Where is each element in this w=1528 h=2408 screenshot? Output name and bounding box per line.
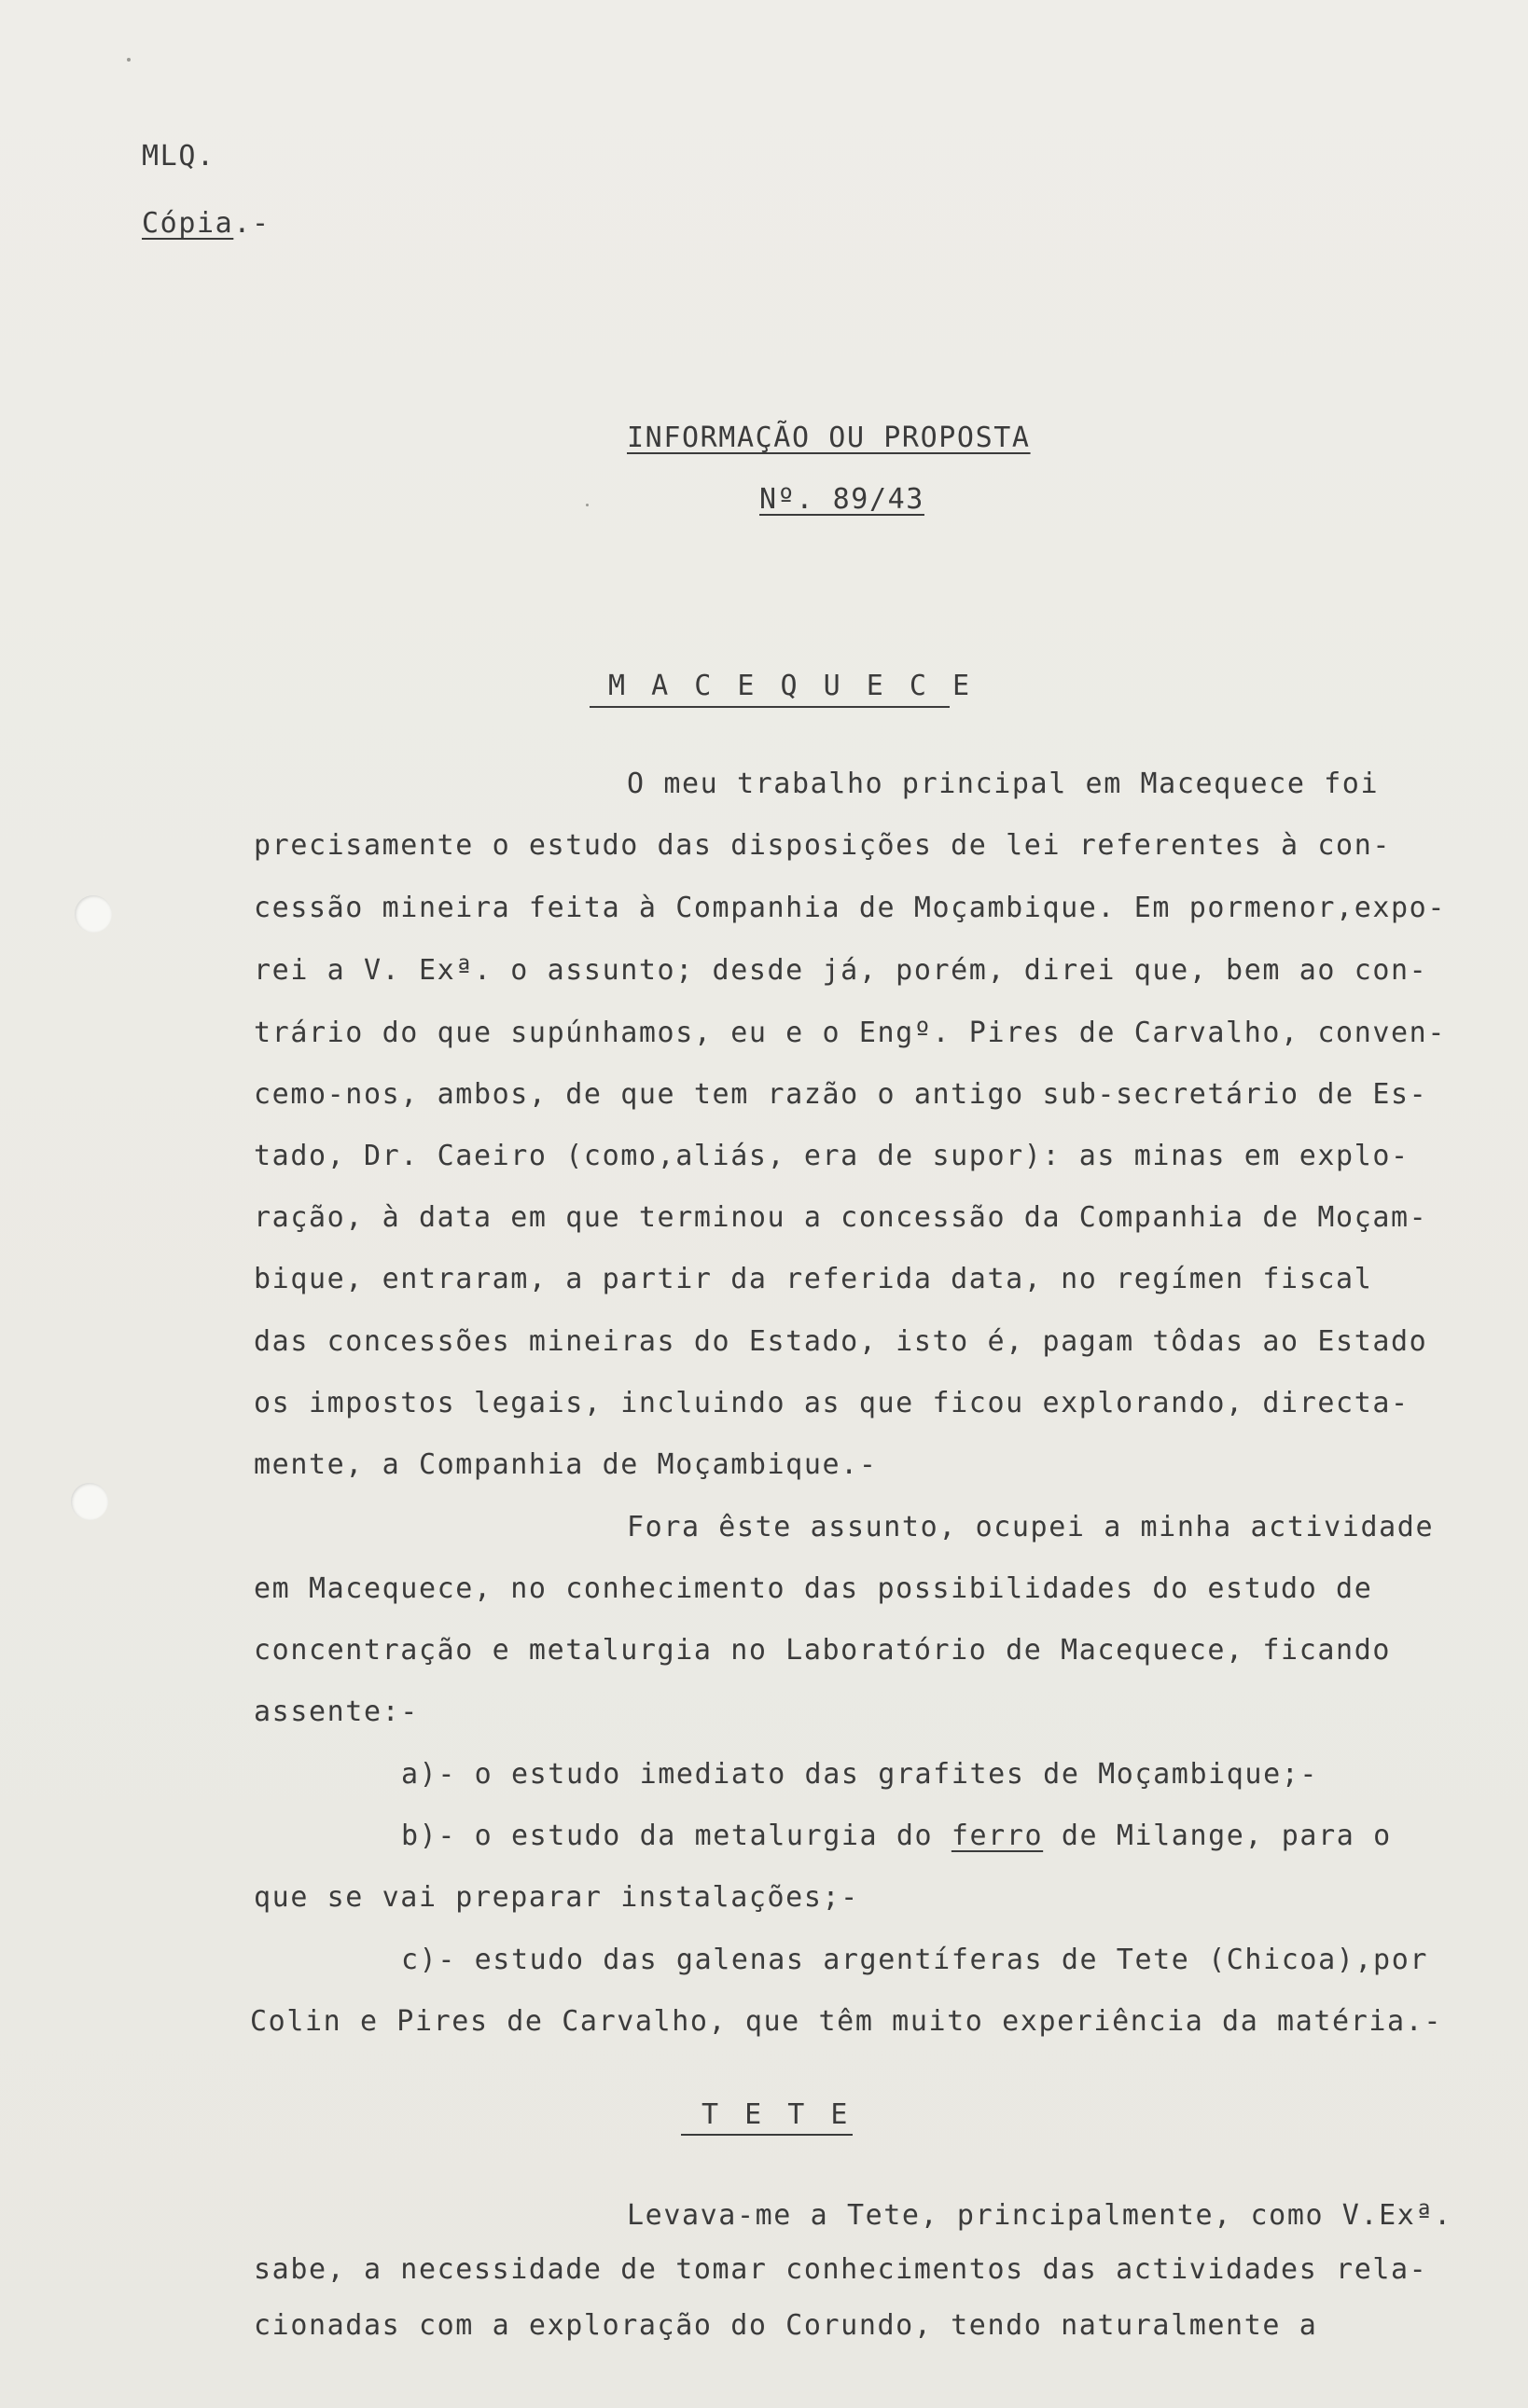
- paper-speck: [586, 504, 589, 506]
- copy-suffix: .-: [233, 207, 271, 240]
- header-initials: MLQ.: [142, 140, 215, 173]
- paper-speck: [127, 58, 131, 62]
- paragraph-line: O meu trabalho principal em Macequece foi: [627, 768, 1380, 800]
- paragraph-line: rei a V. Exª. o assunto; desde já, porém, direi que, bem ao con-: [254, 954, 1428, 987]
- paragraph-line: Fora êste assunto, ocupei a minha actividade: [627, 1511, 1435, 1543]
- paragraph-line: tado, Dr. Caeiro (como,aliás, era de supor): as minas em explo-: [254, 1140, 1410, 1172]
- underlined-word-ferro: ferro: [951, 1820, 1044, 1852]
- paragraph-line: que se vai preparar instalações;-: [254, 1881, 859, 1914]
- paragraph-line: sabe, a necessidade de tomar conhecimentos das actividades rela-: [254, 2253, 1428, 2286]
- list-item-b-start: b)- o estudo da metalurgia do: [401, 1820, 952, 1852]
- list-item-b: [401, 1820, 1392, 1852]
- document-number: Nº. 89/43: [759, 483, 924, 516]
- section-heading-tete: T E T E: [701, 2098, 853, 2131]
- paragraph-line: cemo-nos, ambos, de que tem razão o antigo sub-secretário de Es-: [254, 1078, 1428, 1111]
- paragraph-line: Levava-me a Tete, principalmente, como V.Exª.: [627, 2199, 1452, 2232]
- heading-underline: [590, 706, 950, 708]
- paragraph-line: ração, à data em que terminou a concessão da Companhia de Moçam-: [254, 1201, 1428, 1234]
- paragraph-line: trário do que supúnhamos, eu e o Engº. Pires de Carvalho, conven-: [254, 1017, 1446, 1049]
- paragraph-line: bique, entraram, a partir da referida data, no regímen fiscal: [254, 1263, 1373, 1295]
- paragraph-line: das concessões mineiras do Estado, isto é, pagam tôdas ao Estado: [254, 1325, 1428, 1358]
- paragraph-line: concentração e metalurgia no Laboratório de Macequece, ficando: [254, 1634, 1392, 1667]
- section-heading-macequece: M A C E Q U E C E: [608, 670, 975, 702]
- paragraph-line: mente, a Companhia de Moçambique.-: [254, 1448, 878, 1481]
- list-item-b-end: de Milange, para o: [1043, 1820, 1392, 1852]
- list-item-c: c)- estudo das galenas argentíferas de Tete (Chicoa),por: [401, 1944, 1429, 1976]
- paragraph-line: os impostos legais, incluindo as que ficou explorando, directa-: [254, 1387, 1410, 1419]
- list-item-a: a)- o estudo imediato das grafites de Moçambique;-: [401, 1758, 1319, 1791]
- copy-mark: [142, 207, 271, 240]
- punch-hole-bottom: [71, 1483, 108, 1520]
- copy-label: Cópia: [142, 207, 234, 240]
- paragraph-line: cionadas com a exploração do Corundo, tendo naturalmente a: [254, 2309, 1318, 2342]
- paragraph-line: assente:-: [254, 1695, 419, 1728]
- paragraph-line: Colin e Pires de Carvalho, que têm muito experiência da matéria.-: [250, 2005, 1442, 2038]
- heading-underline: [681, 2134, 853, 2136]
- punch-hole-top: [75, 895, 112, 933]
- document-title: INFORMAÇÃO OU PROPOSTA: [627, 422, 1031, 454]
- paragraph-line: cessão mineira feita à Companhia de Moçambique. Em pormenor,expo-: [254, 892, 1446, 924]
- paragraph-line: precisamente o estudo das disposições de lei referentes à con-: [254, 829, 1392, 862]
- paragraph-line: em Macequece, no conhecimento das possibilidades do estudo de: [254, 1572, 1373, 1605]
